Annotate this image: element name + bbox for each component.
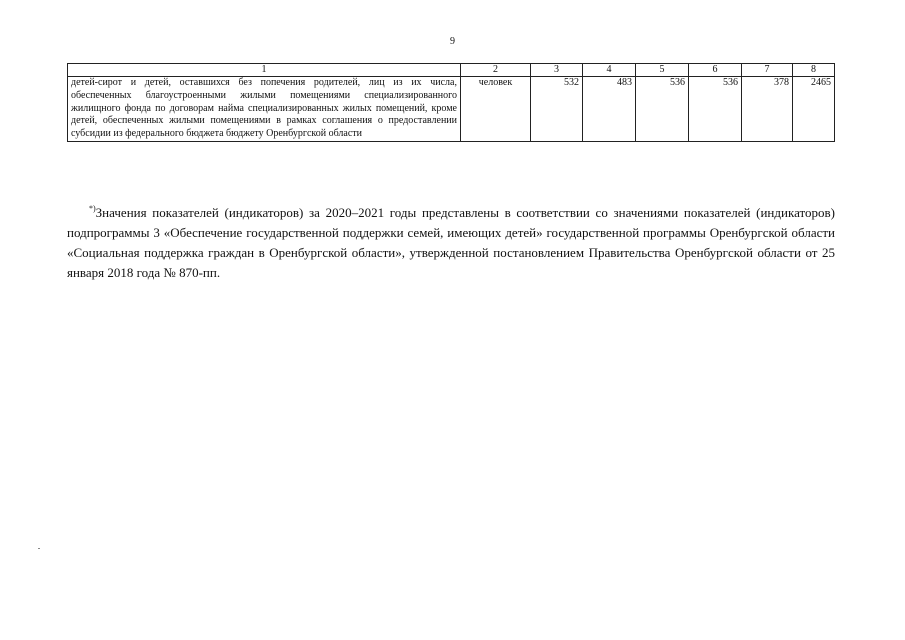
column-header: 2 — [461, 64, 531, 77]
value-cell: 2465 — [793, 77, 835, 142]
value-cell: 536 — [636, 77, 689, 142]
page-number: 9 — [450, 36, 455, 47]
column-header: 3 — [531, 64, 583, 77]
value-cell: 483 — [583, 77, 636, 142]
table-row — [68, 77, 835, 142]
column-header: 7 — [742, 64, 793, 77]
scan-dot — [38, 548, 40, 549]
footnote-marker: *) — [89, 204, 96, 213]
indicator-table — [67, 63, 835, 142]
column-header: 6 — [689, 64, 742, 77]
value-cell: 532 — [531, 77, 583, 142]
value-cell: 536 — [689, 77, 742, 142]
unit-cell: человек — [461, 77, 531, 142]
column-header: 8 — [793, 64, 835, 77]
table-header-row — [68, 64, 835, 77]
indicator-description: детей-сирот и детей, оставшихся без попечения родителей, лиц из их числа, обеспеченных благоустроенными жилыми помещениями специализированного жилищного фонда по договорам найма специализированных жилых помещений, кроме детей, обеспеченных жилыми помещениями в рамках соглашения о предоставлении субсидии из федерального бюджета бюджету Оренбургской области — [68, 77, 461, 142]
column-header: 5 — [636, 64, 689, 77]
value-cell: 378 — [742, 77, 793, 142]
column-header: 1 — [68, 64, 461, 77]
footnote-text: Значения показателей (индикаторов) за 2020–2021 годы представлены в соответствии со значениями показателей (индикаторов) подпрограммы 3 «Обеспечение государственной поддержки семей, имеющих детей» государственной программы Оренбургской области «Социальная поддержка граждан в Оренбургской области», утвержденной постановлением Правительства Оренбургской области от 25 января 2018 года № 870-пп. — [67, 205, 835, 280]
column-header: 4 — [583, 64, 636, 77]
footnote — [67, 203, 835, 283]
